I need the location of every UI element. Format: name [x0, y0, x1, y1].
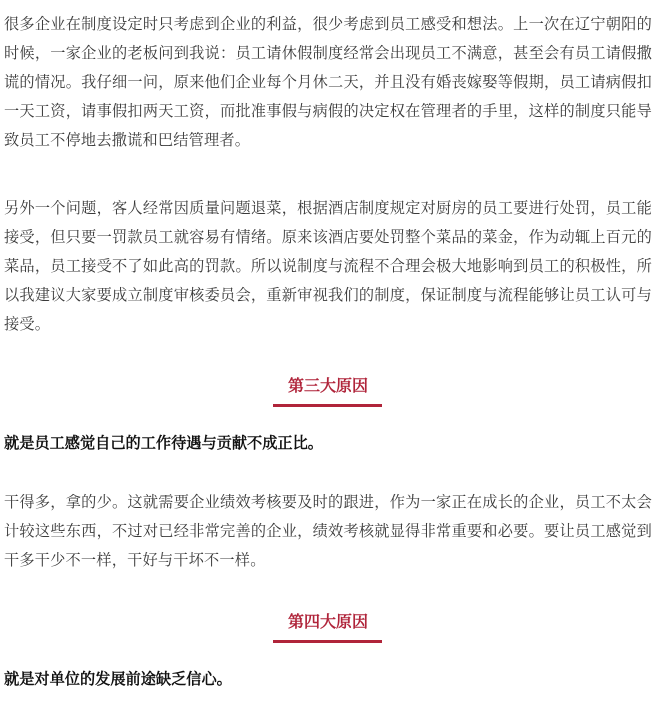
paragraph-performance: 干得多，拿的少。这就需要企业绩效考核要及时的跟进，作为一家正在成长的企业，员工不太会计较这些东西，不过对已经非常完善的企业，绩效考核就显得非常重要和必要。要让员工感觉到干多干少不一样，干好与干坏不一样。: [4, 493, 652, 569]
section-title-third: 第三大原因: [287, 376, 368, 395]
section-underline-third: [273, 404, 382, 407]
paragraph-penalty-issue: 另外一个问题，客人经常因质量问题退菜，根据酒店制度规定对厨房的员工要进行处罚，员工能接受，但只要一罚款员工就容易有情绪。原来该酒店要处罚整个菜品的菜金，作为动辄上百元的菜品，员工接受不了如此高的罚款。所以说制度与流程不合理会极大地影响到员工的积极性，所以我建议大家要成立制度审核委员会，重新审视我们的制度，保证制度与流程能够让员工认可与接受。: [4, 199, 652, 333]
lead-third: 就是员工感觉自己的工作待遇与贡献不成正比。: [4, 434, 323, 452]
paragraph-rules-issue: 很多企业在制度设定时只考虑到企业的利益，很少考虑到员工感受和想法。上一次在辽宁朝阳的时候，一家企业的老板问到我说：员工请休假制度经常会出现员工不满意，甚至会有员工请假撒谎的情况。我仔细一问，原来他们企业每个月休二天，并且没有婚丧嫁娶等假期，员工请病假扣一天工资，请事假扣两天工资，而批准事假与病假的决定权在管理者的手里，这样的制度只能导致员工不停地去撒谎和巴结管理者。: [4, 15, 652, 149]
section-underline-fourth: [273, 640, 382, 643]
section-title-fourth: 第四大原因: [287, 612, 368, 631]
lead-fourth: 就是对单位的发展前途缺乏信心。: [4, 670, 232, 688]
